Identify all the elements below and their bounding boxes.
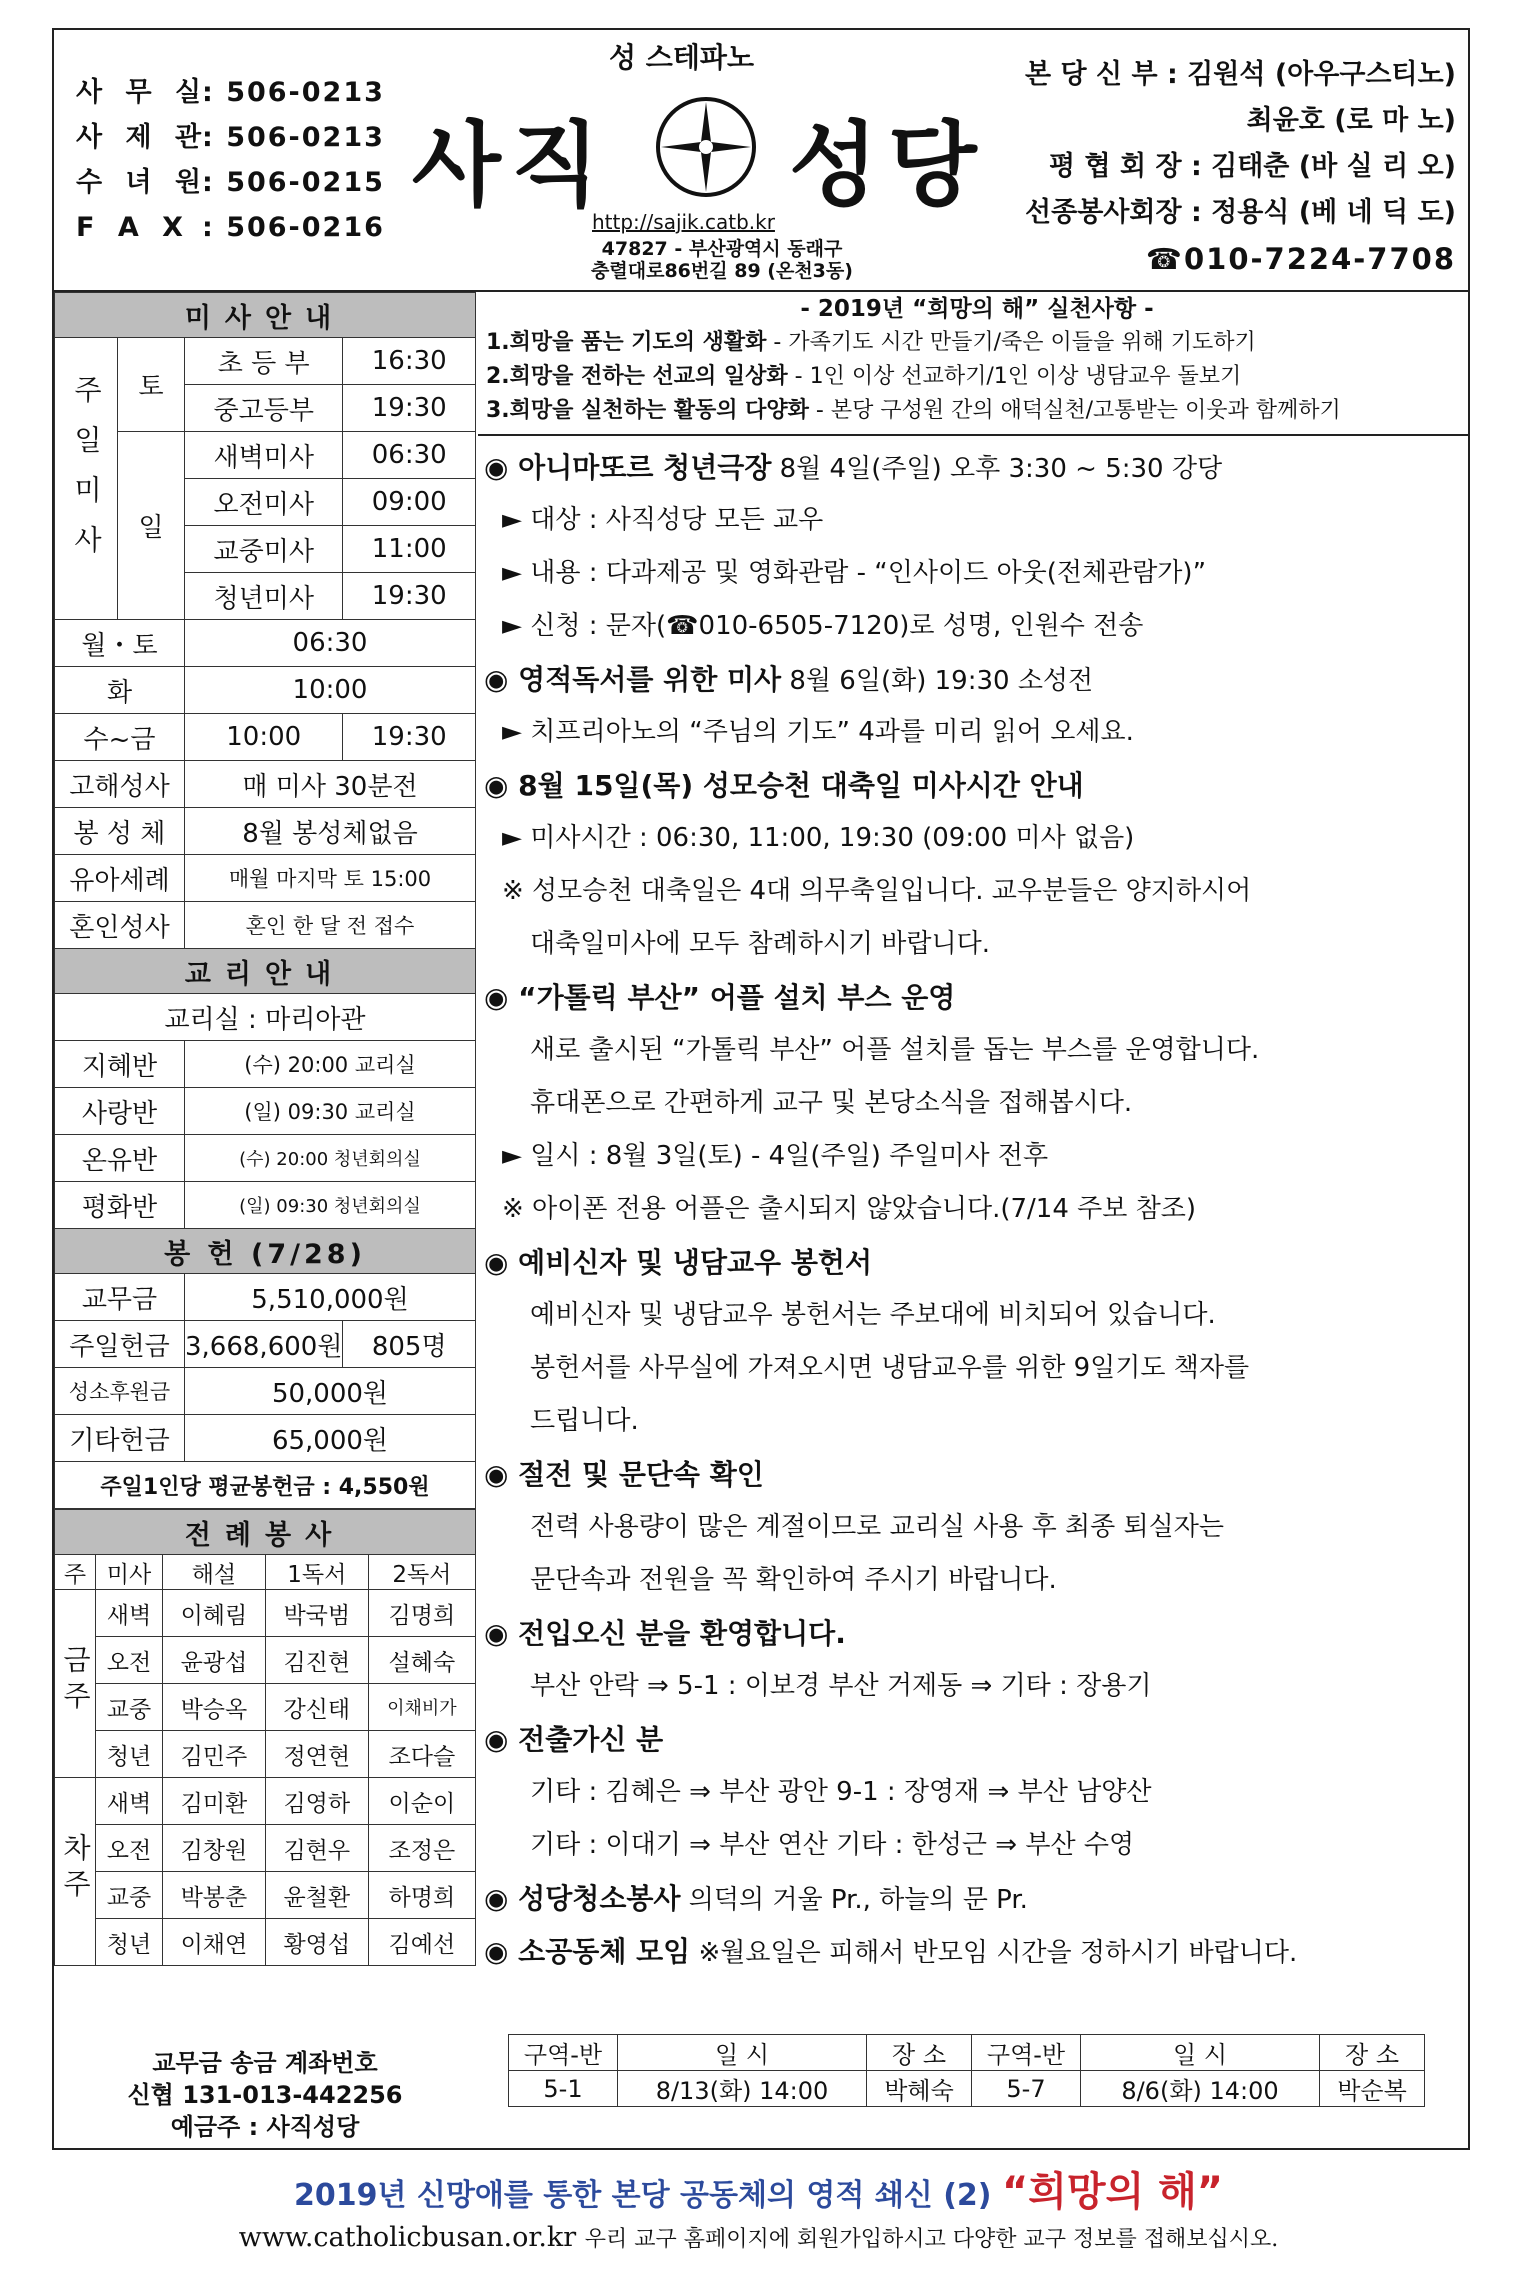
notice-line: 예비신자 및 냉담교우 봉헌서는 주보대에 비치되어 있습니다.: [530, 1300, 1216, 1330]
section-header: 미사안내: [55, 293, 476, 338]
section-header: 봉 헌 (7/28): [55, 1229, 476, 1274]
notice-line: ► 일시 : 8월 3일(토) - 4일(주일) 주일미사 전후: [502, 1141, 1049, 1171]
next-week-label: 차주: [55, 1778, 96, 1966]
notice-line: 휴대폰으로 간편하게 교구 및 본당소식을 접해봅시다.: [530, 1088, 1133, 1118]
notice-heading: ◉ 전입오신 분을 환영합니다.: [484, 1617, 846, 1650]
notice-line: 대축일미사에 모두 참례하시기 바랍니다.: [530, 929, 991, 959]
office-row: 수 녀 원: 506-0215: [76, 167, 385, 198]
notice-line: 전력 사용량이 많은 계절이므로 교리실 사용 후 최종 퇴실자는: [530, 1512, 1225, 1542]
yearly-plan: - 2019년 “희망의 해” 실천사항 - 1.희망을 품는 기도의 생활화 - 가족기도 시간 만들기/죽은 이들을 위해 기도하기 2.희망을 전하는 선교의 일상화 - 1인 이상 선교하기/1인 이상 냉담교우 돌보기 3.희망을 실천하는 활동의 다양화 - 본당 구성원 간의 애덕실천/고통받는 이웃과 함께하기: [478, 292, 1468, 436]
left-column: [54, 292, 476, 2141]
right-column: [478, 292, 1468, 2105]
notice-heading: ◉ 아니마또르 청년극장 8월 4일(주일) 오후 3:30 ~ 5:30 강당: [484, 451, 1223, 484]
notice-heading: ◉ “가톨릭 부산” 어플 설치 부스 운영: [484, 981, 956, 1014]
notice-heading: ◉ 예비신자 및 냉담교우 봉헌서: [484, 1246, 873, 1279]
notice-line: 부산 안락 ⇒ 5-1 : 이보경 부산 거제동 ⇒ 기타 : 장용기: [530, 1671, 1152, 1701]
notice-line: ► 치프리아노의 “주님의 기도” 4과를 미리 읽어 오세요.: [502, 717, 1134, 747]
notice-line: ※ 아이폰 전용 어플은 출시되지 않았습니다.(7/14 주보 참조): [502, 1194, 1197, 1224]
notice-line: 문단속과 전원을 꼭 확인하여 주시기 바랍니다.: [530, 1565, 1057, 1595]
notice-line: 새로 출시된 “가톨릭 부산” 어플 설치를 돕는 부스를 운영합니다.: [530, 1035, 1260, 1065]
notice-heading: ◉ 전출가신 분: [484, 1723, 664, 1756]
footer-theme: 2019년 신망애를 통한 본당 공동체의 영적 쇄신 (2) “희망의 해”: [293, 2169, 1224, 2215]
plan-item: 1.희망을 품는 기도의 생활화 - 가족기도 시간 만들기/죽은 이들을 위해 기도하기: [486, 330, 1256, 355]
office-row: F A X : 506-0216: [76, 212, 385, 243]
notice-line: ► 신청 : 문자(☎010-6505-7120)로 성명, 인원수 전송: [502, 611, 1144, 641]
bulletin-frame: [52, 28, 1470, 2150]
office-row: 사 무 실: 506-0213: [76, 77, 385, 108]
church-name-right: 성당: [789, 112, 987, 219]
sunday-label: 일: [118, 432, 185, 620]
header: [54, 30, 1468, 292]
notice-line: 봉헌서를 사무실에 가져오시면 냉담교우를 위한 9일기도 책자를: [530, 1353, 1250, 1383]
church-subtitle: 성 스테파노: [609, 41, 754, 74]
average-offering: 주일1인당 평균봉헌금 : 4,550원: [55, 1462, 476, 1509]
account-info: 교무금 송금 계좌번호 신협 131-013-442256 예금주 : 사직성당: [127, 2049, 403, 2141]
section-header: 교리안내: [55, 949, 476, 994]
sunday-mass-label: 주일미사: [55, 338, 118, 620]
plan-item: 3.희망을 실천하는 활동의 다양화 - 본당 구성원 간의 애덕실천/고통받는 이웃과 함께하기: [486, 398, 1341, 423]
church-address: 47827 - 부산광역시 동래구 충렬대로86번길 89 (온천3동): [591, 238, 853, 282]
doctrine-room: 교리실 : 마리아관: [55, 994, 476, 1041]
phone-number: ☎010-7224-7708: [1145, 242, 1456, 276]
notice-line: 기타 : 김혜은 ⇒ 부산 광안 9-1 : 장영재 ⇒ 부산 남양산: [530, 1777, 1152, 1807]
staff-list: 본 당 신 부 : 김원석 (아우구스티노) 최윤호 (로 마 노) 평 협 회 장 : 김태춘 (바 실 리 오) 선종봉사회장 : 정용식 (베 네 딕 도) ☎010-7224-7708: [1025, 52, 1456, 282]
this-week-label: 금주: [55, 1590, 96, 1778]
liturgy-table: 전례봉사 주 미사 해설 1독서 2독서 금주 새벽 이혜림 박국범 김명희 오전 윤광섭 김진현 설혜숙 교중 박승옥 강신태 이채비가 청년 김민주 정연현 조다슬 차주 새벽 김미환 김영하 이순이 오전 김창원 김현우 조정은 교중 박봉춘 윤철환 하명희 청년 이채연 황영섭 김예선: [54, 1509, 476, 1966]
section-header: 전례봉사: [55, 1510, 476, 1555]
notice-line: ※ 성모승천 대축일은 4대 의무축일입니다. 교우분들은 양지하시어: [502, 876, 1252, 906]
notice-heading: ◉ 소공동체 모임 ※월요일은 피해서 반모임 시간을 정하시기 바랍니다.: [484, 1935, 1298, 1968]
notice-line: 드립니다.: [530, 1406, 639, 1436]
cross-logo-icon: [651, 92, 761, 206]
saturday-label: 토: [118, 338, 185, 432]
office-row: 사 제 관: 506-0213: [76, 122, 385, 153]
notice-heading: ◉ 성당청소봉사 의덕의 거울 Pr., 하늘의 문 Pr.: [484, 1882, 1028, 1915]
notice-line: ► 대상 : 사직성당 모든 교우: [502, 505, 824, 535]
footer-website: www.catholicbusan.or.kr 우리 교구 홈페이지에 회원가입하시고 다양한 교구 정보를 접해보십시오.: [238, 2222, 1279, 2253]
group-meeting-table: 구역-반 일 시 장 소 구역-반 일 시 장 소 5-1 8/13(화) 14:00 박혜숙 5-7 8/6(화) 14:00 박순복: [508, 2034, 1425, 2107]
notice-heading: ◉ 절전 및 문단속 확인: [484, 1458, 764, 1491]
notice-line: ► 미사시간 : 06:30, 11:00, 19:30 (09:00 미사 없음): [502, 823, 1135, 853]
office-contacts: [76, 70, 385, 250]
notice-line: 기타 : 이대기 ⇒ 부산 연산 기타 : 한성근 ⇒ 부산 수영: [530, 1830, 1135, 1860]
church-name-left: 사직: [412, 112, 610, 219]
notice-line: ► 내용 : 다과제공 및 영화관람 - “인사이드 아웃(전체관람가)”: [502, 558, 1207, 588]
notice-heading: ◉ 영적독서를 위한 미사 8월 6일(화) 19:30 소성전: [484, 663, 1094, 696]
notice-heading: ◉ 8월 15일(목) 성모승천 대축일 미사시간 안내: [484, 769, 1084, 802]
plan-item: 2.희망을 전하는 선교의 일상화 - 1인 이상 선교하기/1인 이상 냉담교우 돌보기: [486, 364, 1242, 389]
diocese-url-link[interactable]: www.catholicbusan.or.kr: [238, 2222, 577, 2253]
mass-table: 미사안내 주일미사 토 초 등 부 16:30 중고등부 19:30 일 새벽미사 06:30 오전미사 09:00 교중미사 11:00 청년미사 19:30 월・토 06:30 화 10:00 수~금 10:00 19:30 고해성사 매 미사 30분전 봉 성 체 8월 봉성체없음 유아세례 매월 마지막 토 15:00 혼인성사 혼인 한 달 전 접수 교리안내 교리실 : 마리아관 지혜반 (수) 20:00 교리실 사랑반 (일) 09:30 교리실 온유반 (수) 20:00 청년회의실 평화반 (일) 09:30 청년회의실 봉 헌 (7/28) 교무금 5,510,000원 주일헌금 3,668,600원 805명 성소후원금 50,000원 기타헌금 65,000원 주일1인당 평균봉헌금 : 4,550원: [54, 292, 476, 1509]
church-url-link[interactable]: http://sajik.catb.kr: [592, 210, 775, 234]
